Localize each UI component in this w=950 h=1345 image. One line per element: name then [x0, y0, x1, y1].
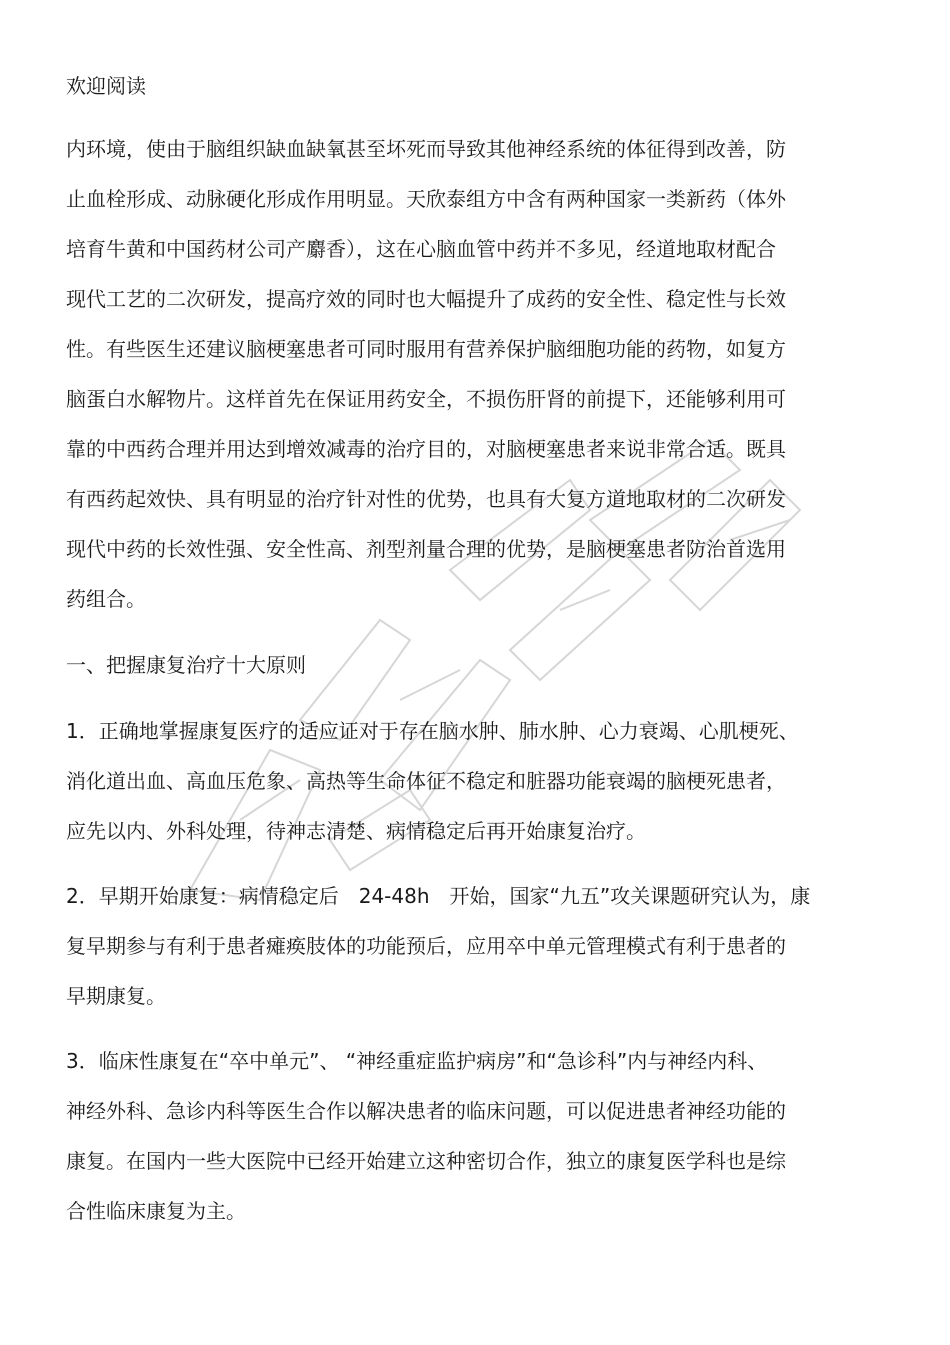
paragraph-line: 止血栓形成、动脉硬化形成作用明显。天欣泰组方中含有两种国家一类新药（体外: [66, 187, 786, 211]
item-line: 合性临床康复为主。: [66, 1199, 246, 1223]
paragraph-line: 靠的中西药合理并用达到增效减毒的治疗目的，对脑梗塞患者来说非常合适。既具: [66, 437, 786, 461]
paragraph-line: 内环境，使由于脑组织缺血缺氧甚至坏死而导致其他神经系统的体征得到改善，防: [66, 137, 786, 161]
item-line: 早期康复。: [66, 984, 166, 1008]
paragraph-line: 药组合。: [66, 587, 146, 611]
item-line: 应先以内、外科处理，待神志清楚、病情稳定后再开始康复治疗。: [66, 819, 646, 843]
item-line: 神经外科、急诊内科等医生合作以解决患者的临床问题，可以促进患者神经功能的: [66, 1099, 786, 1123]
item-line: 复早期参与有利于患者瘫痪肢体的功能预后，应用卒中单元管理模式有利于患者的: [66, 934, 786, 958]
item-line: 3．临床性康复在“卒中单元”、 “神经重症监护病房”和“急诊科”内与神经内科、: [66, 1049, 768, 1073]
paragraph-line: 培育牛黄和中国药材公司产麝香），这在心脑血管中药并不多见，经道地取材配合: [66, 237, 776, 261]
paragraph-line: 有西药起效快、具有明显的治疗针对性的优势，也具有大复方道地取材的二次研发: [66, 487, 786, 511]
paragraph-line: 现代工艺的二次研发，提高疗效的同时也大幅提升了成药的安全性、稳定性与长效: [66, 287, 786, 311]
item-line: 1．正确地掌握康复医疗的适应证对于存在脑水肿、肺水肿、心力衰竭、心肌梗死、: [66, 719, 799, 743]
paragraph-line: 脑蛋白水解物片。这样首先在保证用药安全，不损伤肝肾的前提下，还能够利用可: [66, 387, 786, 411]
paragraph-line: 现代中药的长效性强、安全性高、剂型剂量合理的优势，是脑梗塞患者防治首选用: [66, 537, 786, 561]
paragraph-line: 性。有些医生还建议脑梗塞患者可同时服用有营养保护脑细胞功能的药物，如复方: [66, 337, 786, 361]
page-header-title: 欢迎阅读: [66, 74, 146, 98]
item-line: 康复。在国内一些大医院中已经开始建立这种密切合作，独立的康复医学科也是综: [66, 1149, 786, 1173]
item-line: 消化道出血、高血压危象、高热等生命体征不稳定和脏器功能衰竭的脑梗死患者，: [66, 769, 786, 793]
item-line: 2．早期开始康复：病情稳定后 24-48h 开始，国家“九五”攻关课题研究认为，康: [66, 884, 811, 908]
section-heading: 一、把握康复治疗十大原则: [66, 653, 306, 677]
